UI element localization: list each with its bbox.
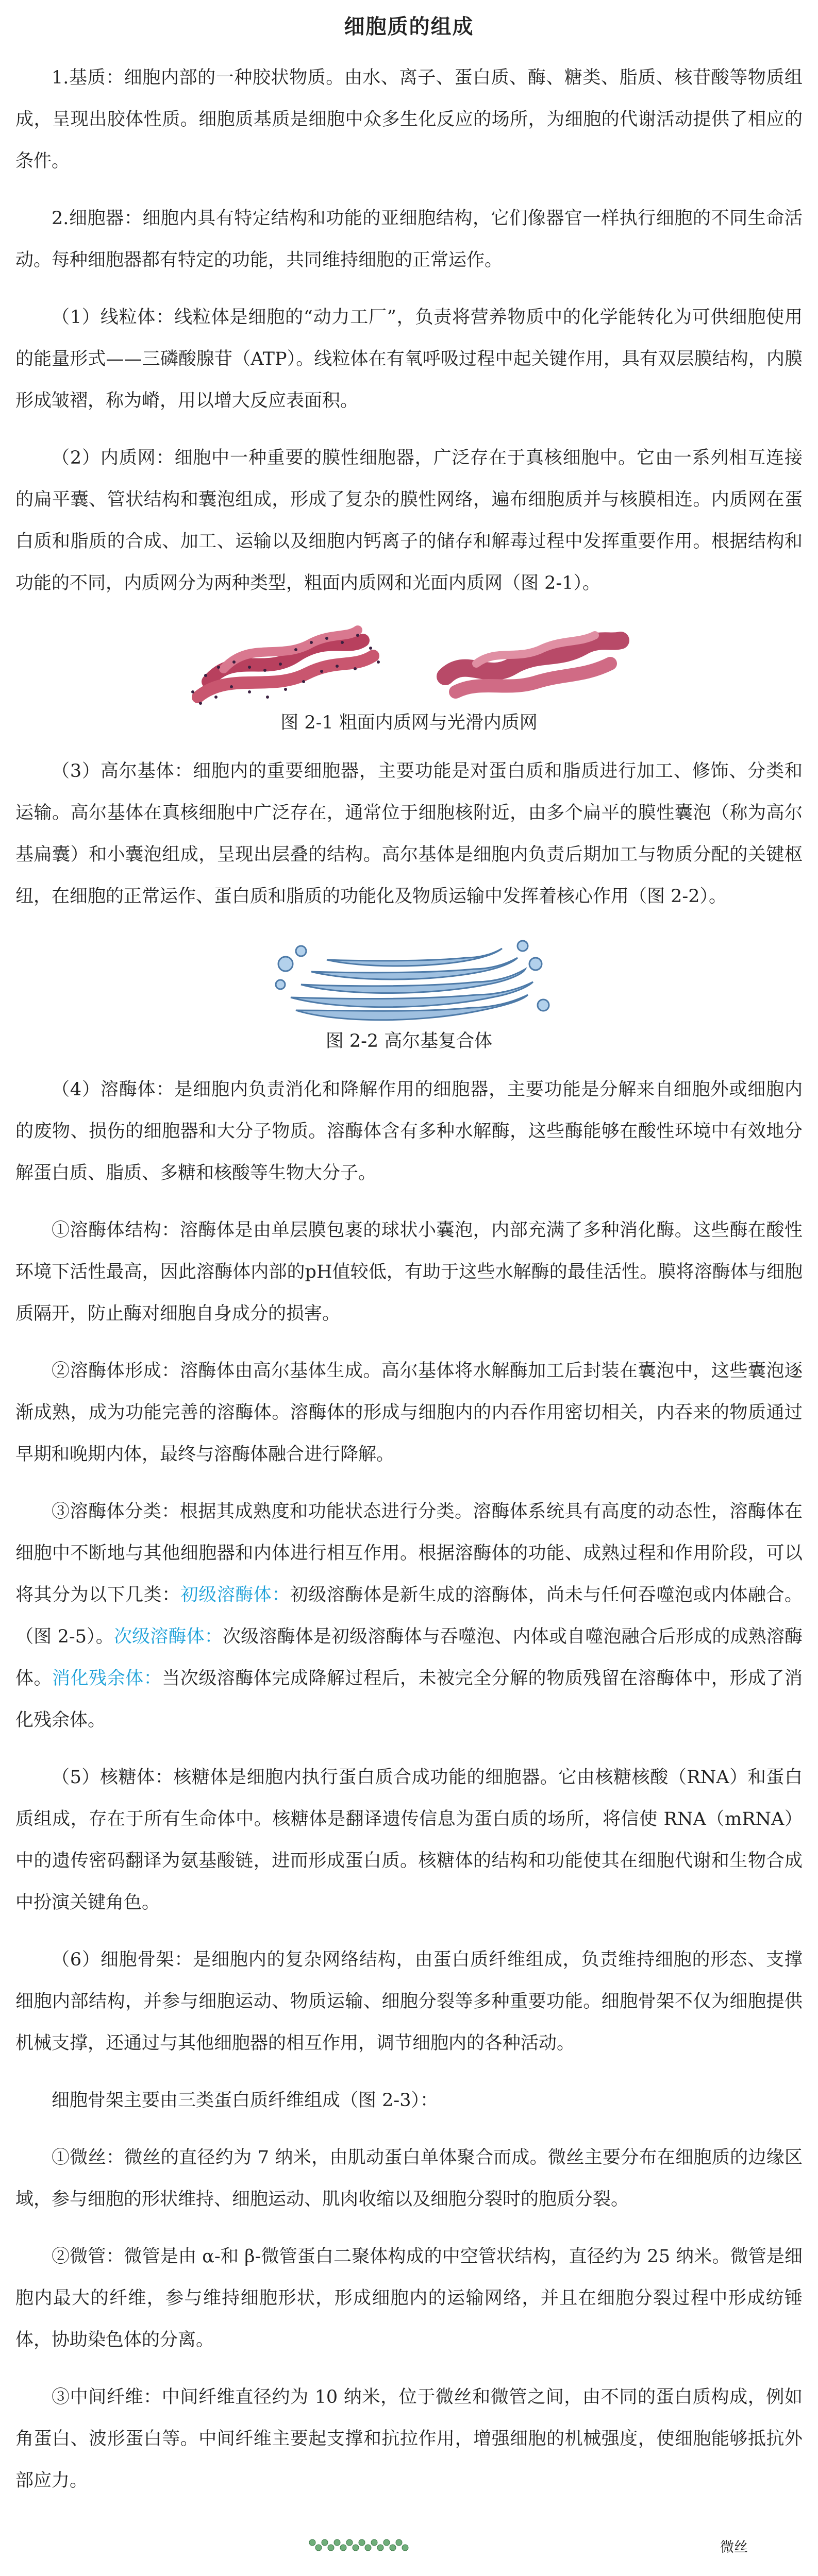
paragraph-lysosome-structure: ①溶酶体结构：溶酶体是由单层膜包裹的球状小囊泡，内部充满了多种消化酶。这些酶在酸性环境下活性最高，因此溶酶体内部的pH值较低，有助于这些水解酶的最佳活性。膜将溶酶体与细胞质隔开，防止酶对细胞自身成分的损害。 (15, 1220, 803, 1324)
paragraph-microfilament: ①微丝：微丝的直径约为 7 纳米，由肌动蛋白单体聚合而成。微丝主要分布在细胞质的边缘区域，参与细胞的形状维持、细胞运动、肌肉收缩以及细胞分裂时的胞质分裂。 (15, 2147, 803, 2210)
page-title: 细胞质的组成 (344, 14, 474, 39)
paragraph-organelles: 2.细胞器：细胞内具有特定结构和功能的亚细胞结构，它们像器官一样执行细胞的不同生命活动。每种细胞器都有特定的功能，共同维持细胞的正常运作。 (15, 208, 803, 270)
figure-er-caption: 图 2-1 粗面内质网与光滑内质网 (280, 713, 538, 733)
paragraph-er: （2）内质网：细胞中一种重要的膜性细胞器，广泛存在于真核细胞中。它由一系列相互连接的扁平囊、管状结构和囊泡组成，形成了复杂的膜性网络，遍布细胞质并与核膜相连。内质网在蛋白质和脂质的合成、加工、运输以及细胞内钙离子的储存和解毒过程中发挥重要作用。根据结构和功能的不同，内质网分为两种类型，粗面内质网和光面内质网（图 2-1）。 (15, 448, 803, 594)
figure-golgi-caption: 图 2-2 高尔基复合体 (325, 1031, 493, 1052)
text-span: 次级溶酶体是初级溶酶体与吞噬泡、内体或自噬泡融合后形成的成熟溶酶体。 (15, 1626, 803, 1689)
er-illustration (177, 620, 641, 707)
label-microfilament: 微丝 (720, 2539, 748, 2555)
term-primary-lysosome: 初级溶酶体： (180, 1585, 290, 1605)
text-span: 初级溶酶体是新生成的溶酶体，尚未与任何吞噬泡或内体融合。（图 2-5）。 (15, 1585, 803, 1647)
fiber-row-microtubule (15, 2574, 803, 2576)
figure-golgi (15, 933, 803, 1057)
paragraph-lysosome: （4）溶酶体：是细胞内负责消化和降解作用的细胞器，主要功能是分解来自细胞外或细胞内的废物、损伤的细胞器和大分子物质。溶酶体含有多种水解酶，这些酶能够在酸性环境中有效地分解蛋白质、脂质、多糖和核酸等生物大分子。 (15, 1079, 803, 1183)
figure-er (15, 620, 803, 738)
paragraph-cytoskeleton-intro: 细胞骨架主要由三类蛋白质纤维组成（图 2-3）： (52, 2090, 438, 2111)
golgi-icon (265, 933, 554, 1026)
paragraph-lysosome-formation: ②溶酶体形成：溶酶体由高尔基体生成。高尔基体将水解酶加工后封装在囊泡中，这些囊泡逐渐成熟，成为功能完善的溶酶体。溶酶体的形成与细胞内的内吞作用密切相关，内吞来的物质通过早期和晚期内体，最终与溶酶体融合进行降解。 (15, 1361, 803, 1465)
paragraph-matrix: 1.基质：细胞内部的一种胶状物质。由水、离子、蛋白质、酶、糖类、脂质、核苷酸等物质组成，呈现出胶体性质。细胞质基质是细胞中众多生化反应的场所，为细胞的代谢活动提供了相应的条件。 (15, 67, 803, 172)
paragraph-golgi: （3）高尔基体：细胞内的重要细胞器，主要功能是对蛋白质和脂质进行加工、修饰、分类和运输。高尔基体在真核细胞中广泛存在，通常位于细胞核附近，由多个扁平的膜性囊泡（称为高尔基扁囊）和小囊泡组成，呈现出层叠的结构。高尔基体是细胞内负责后期加工与物质分配的关键枢纽，在细胞的正常运作、蛋白质和脂质的功能化及物质运输中发挥着核心作用（图 2-2）。 (15, 761, 803, 907)
paragraph-microtubule: ②微管：微管是由 α-和 β-微管蛋白二聚体构成的中空管状结构，直径约为 25 纳米。微管是细胞内最大的纤维，参与维持细胞形状，形成细胞内的运输网络，并且在细胞分裂过程中形成纺锤体，协助染色体的分离。 (15, 2246, 803, 2350)
fiber-row-microfilament (15, 2517, 803, 2574)
paragraph-mitochondria: （1）线粒体：线粒体是细胞的“动力工厂”，负责将营养物质中的化学能转化为可供细胞使用的能量形式——三磷酸腺苷（ATP）。线粒体在有氧呼吸过程中起关键作用，具有双层膜结构，内膜形成皱褶，称为嵴，用以增大反应表面积。 (15, 307, 803, 411)
smooth-er-icon (445, 635, 621, 692)
rough-er-icon (191, 630, 380, 705)
figure-fibers (15, 2517, 803, 2576)
term-secondary-lysosome: 次级溶酶体： (113, 1626, 223, 1647)
text-span: ③溶酶体分类：根据其成熟度和功能状态进行分类。溶酶体系统具有高度的动态性，溶酶体在细胞中不断地与其他细胞器和内体进行相互作用。根据溶酶体的功能、成熟过程和作用阶段，可以将其分为以下几类： (15, 1501, 803, 1605)
paragraph-cytoskeleton: （6）细胞骨架：是细胞内的复杂网络结构，由蛋白质纤维组成，负责维持细胞的形态、支撑细胞内部结构，并参与细胞运动、物质运输、细胞分裂等多种重要功能。细胞骨架不仅为细胞提供机械支撑，还通过与其他细胞器的相互作用，调节细胞内的各种活动。 (15, 1950, 803, 2054)
term-residual-body: 消化残余体： (52, 1668, 162, 1689)
paragraph-ribosome: （5）核糖体：核糖体是细胞内执行蛋白质合成功能的细胞器。它由核糖核酸（RNA）和蛋白质组成，存在于所有生命体中。核糖体是翻译遗传信息为蛋白质的场所，将信使 RNA（mRNA）中的遗传密码翻译为氨基酸链，进而形成蛋白质。核糖体的结构和功能使其在细胞代谢和生物合成中扮演关键角色。 (15, 1767, 803, 1913)
paragraph-intermediate-filament: ③中间纤维：中间纤维直径约为 10 纳米，位于微丝和微管之间，由不同的蛋白质构成，例如角蛋白、波形蛋白等。中间纤维主要起支撑和抗拉作用，增强细胞的机械强度，使细胞能够抵抗外部应力。 (15, 2387, 803, 2491)
microfilament-icon (306, 2536, 409, 2555)
paragraph-lysosome-classification (15, 1491, 803, 1741)
text-span: 当次级溶酶体完成降解过程后，未被完全分解的物质残留在溶酶体中，形成了消化残余体。 (15, 1668, 803, 1731)
